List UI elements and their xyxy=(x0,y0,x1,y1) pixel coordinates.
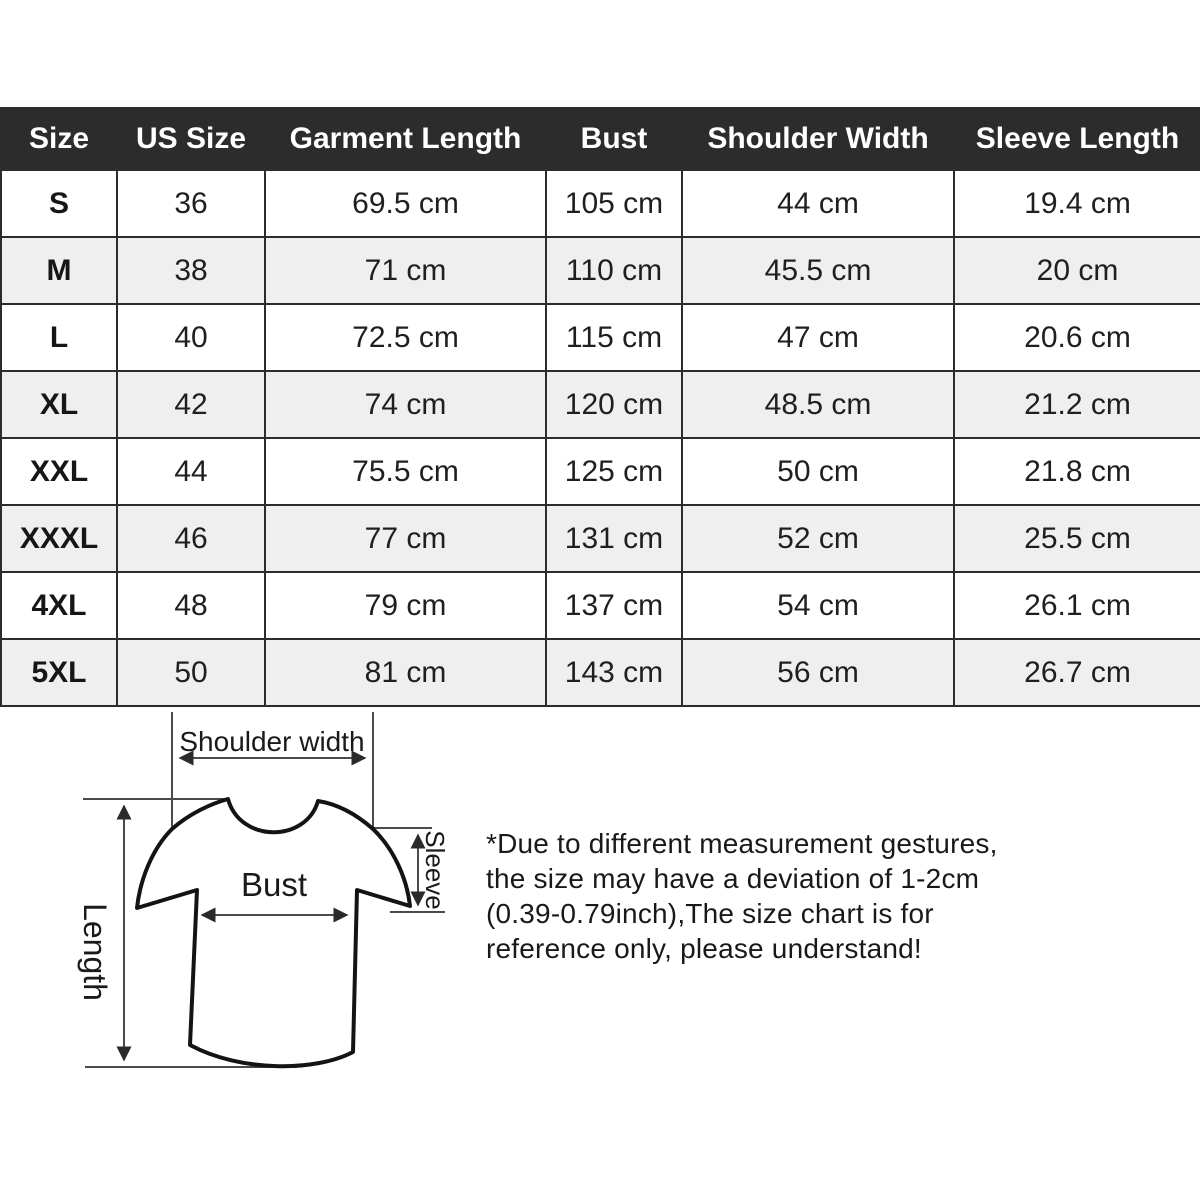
table-row-4xl xyxy=(1,572,1200,639)
cell-garment-length: 74 cm xyxy=(265,371,546,438)
cell-us-size: 46 xyxy=(117,505,265,572)
cell-garment-length: 77 cm xyxy=(265,505,546,572)
cell-shoulder-width: 44 cm xyxy=(682,170,954,237)
cell-size: L xyxy=(1,304,117,371)
cell-size: XXL xyxy=(1,438,117,505)
shoulder-width-label: Shoulder width xyxy=(179,726,365,757)
cell-shoulder-width: 47 cm xyxy=(682,304,954,371)
cell-bust: 110 cm xyxy=(546,237,682,304)
column-header-bust: Bust xyxy=(546,108,682,170)
cell-bust: 120 cm xyxy=(546,371,682,438)
table-row-xxl xyxy=(1,438,1200,505)
cell-size: XL xyxy=(1,371,117,438)
bust-label: Bust xyxy=(240,866,308,903)
cell-garment-length: 79 cm xyxy=(265,572,546,639)
cell-sleeve-length: 21.8 cm xyxy=(954,438,1200,505)
cell-garment-length: 81 cm xyxy=(265,639,546,706)
cell-sleeve-length: 20 cm xyxy=(954,237,1200,304)
column-header-shoulder-width: Shoulder Width xyxy=(682,108,954,170)
cell-size: 5XL xyxy=(1,639,117,706)
table-row-s xyxy=(1,170,1200,237)
cell-us-size: 50 xyxy=(117,639,265,706)
cell-us-size: 36 xyxy=(117,170,265,237)
cell-sleeve-length: 25.5 cm xyxy=(954,505,1200,572)
tshirt-outline-icon xyxy=(137,799,410,1066)
cell-shoulder-width: 45.5 cm xyxy=(682,237,954,304)
cell-sleeve-length: 20.6 cm xyxy=(954,304,1200,371)
cell-shoulder-width: 54 cm xyxy=(682,572,954,639)
cell-us-size: 44 xyxy=(117,438,265,505)
cell-size: S xyxy=(1,170,117,237)
size-chart-table-container xyxy=(0,107,1200,707)
cell-size: M xyxy=(1,237,117,304)
sleeve-label: Sleeve xyxy=(420,830,450,910)
cell-garment-length: 72.5 cm xyxy=(265,304,546,371)
cell-shoulder-width: 52 cm xyxy=(682,505,954,572)
column-header-us-size: US Size xyxy=(117,108,265,170)
cell-bust: 105 cm xyxy=(546,170,682,237)
table-row-m xyxy=(1,237,1200,304)
cell-us-size: 40 xyxy=(117,304,265,371)
note-line: reference only, please understand! xyxy=(486,933,922,964)
size-chart-table xyxy=(0,107,1200,707)
cell-garment-length: 75.5 cm xyxy=(265,438,546,505)
cell-us-size: 42 xyxy=(117,371,265,438)
cell-size: XXXL xyxy=(1,505,117,572)
cell-sleeve-length: 19.4 cm xyxy=(954,170,1200,237)
note-line: (0.39-0.79inch),The size chart is for xyxy=(486,898,934,929)
tshirt-measurement-diagram xyxy=(60,700,520,1130)
column-header-size: Size xyxy=(1,108,117,170)
cell-bust: 143 cm xyxy=(546,639,682,706)
cell-us-size: 48 xyxy=(117,572,265,639)
table-row-l xyxy=(1,304,1200,371)
cell-sleeve-length: 26.7 cm xyxy=(954,639,1200,706)
cell-size: 4XL xyxy=(1,572,117,639)
table-row-5xl xyxy=(1,639,1200,706)
header-row xyxy=(1,108,1200,170)
column-header-garment-length: Garment Length xyxy=(265,108,546,170)
cell-shoulder-width: 48.5 cm xyxy=(682,371,954,438)
cell-bust: 131 cm xyxy=(546,505,682,572)
cell-garment-length: 71 cm xyxy=(265,237,546,304)
column-header-sleeve-length: Sleeve Length xyxy=(954,108,1200,170)
measurement-note xyxy=(486,826,1086,966)
table-row-xxxl xyxy=(1,505,1200,572)
cell-shoulder-width: 56 cm xyxy=(682,639,954,706)
note-line: *Due to different measurement gestures, xyxy=(486,828,998,859)
cell-us-size: 38 xyxy=(117,237,265,304)
note-line: the size may have a deviation of 1-2cm xyxy=(486,863,980,894)
cell-sleeve-length: 21.2 cm xyxy=(954,371,1200,438)
cell-garment-length: 69.5 cm xyxy=(265,170,546,237)
cell-bust: 137 cm xyxy=(546,572,682,639)
table-row-xl xyxy=(1,371,1200,438)
cell-bust: 125 cm xyxy=(546,438,682,505)
length-label: Length xyxy=(77,903,113,1001)
cell-bust: 115 cm xyxy=(546,304,682,371)
cell-sleeve-length: 26.1 cm xyxy=(954,572,1200,639)
cell-shoulder-width: 50 cm xyxy=(682,438,954,505)
